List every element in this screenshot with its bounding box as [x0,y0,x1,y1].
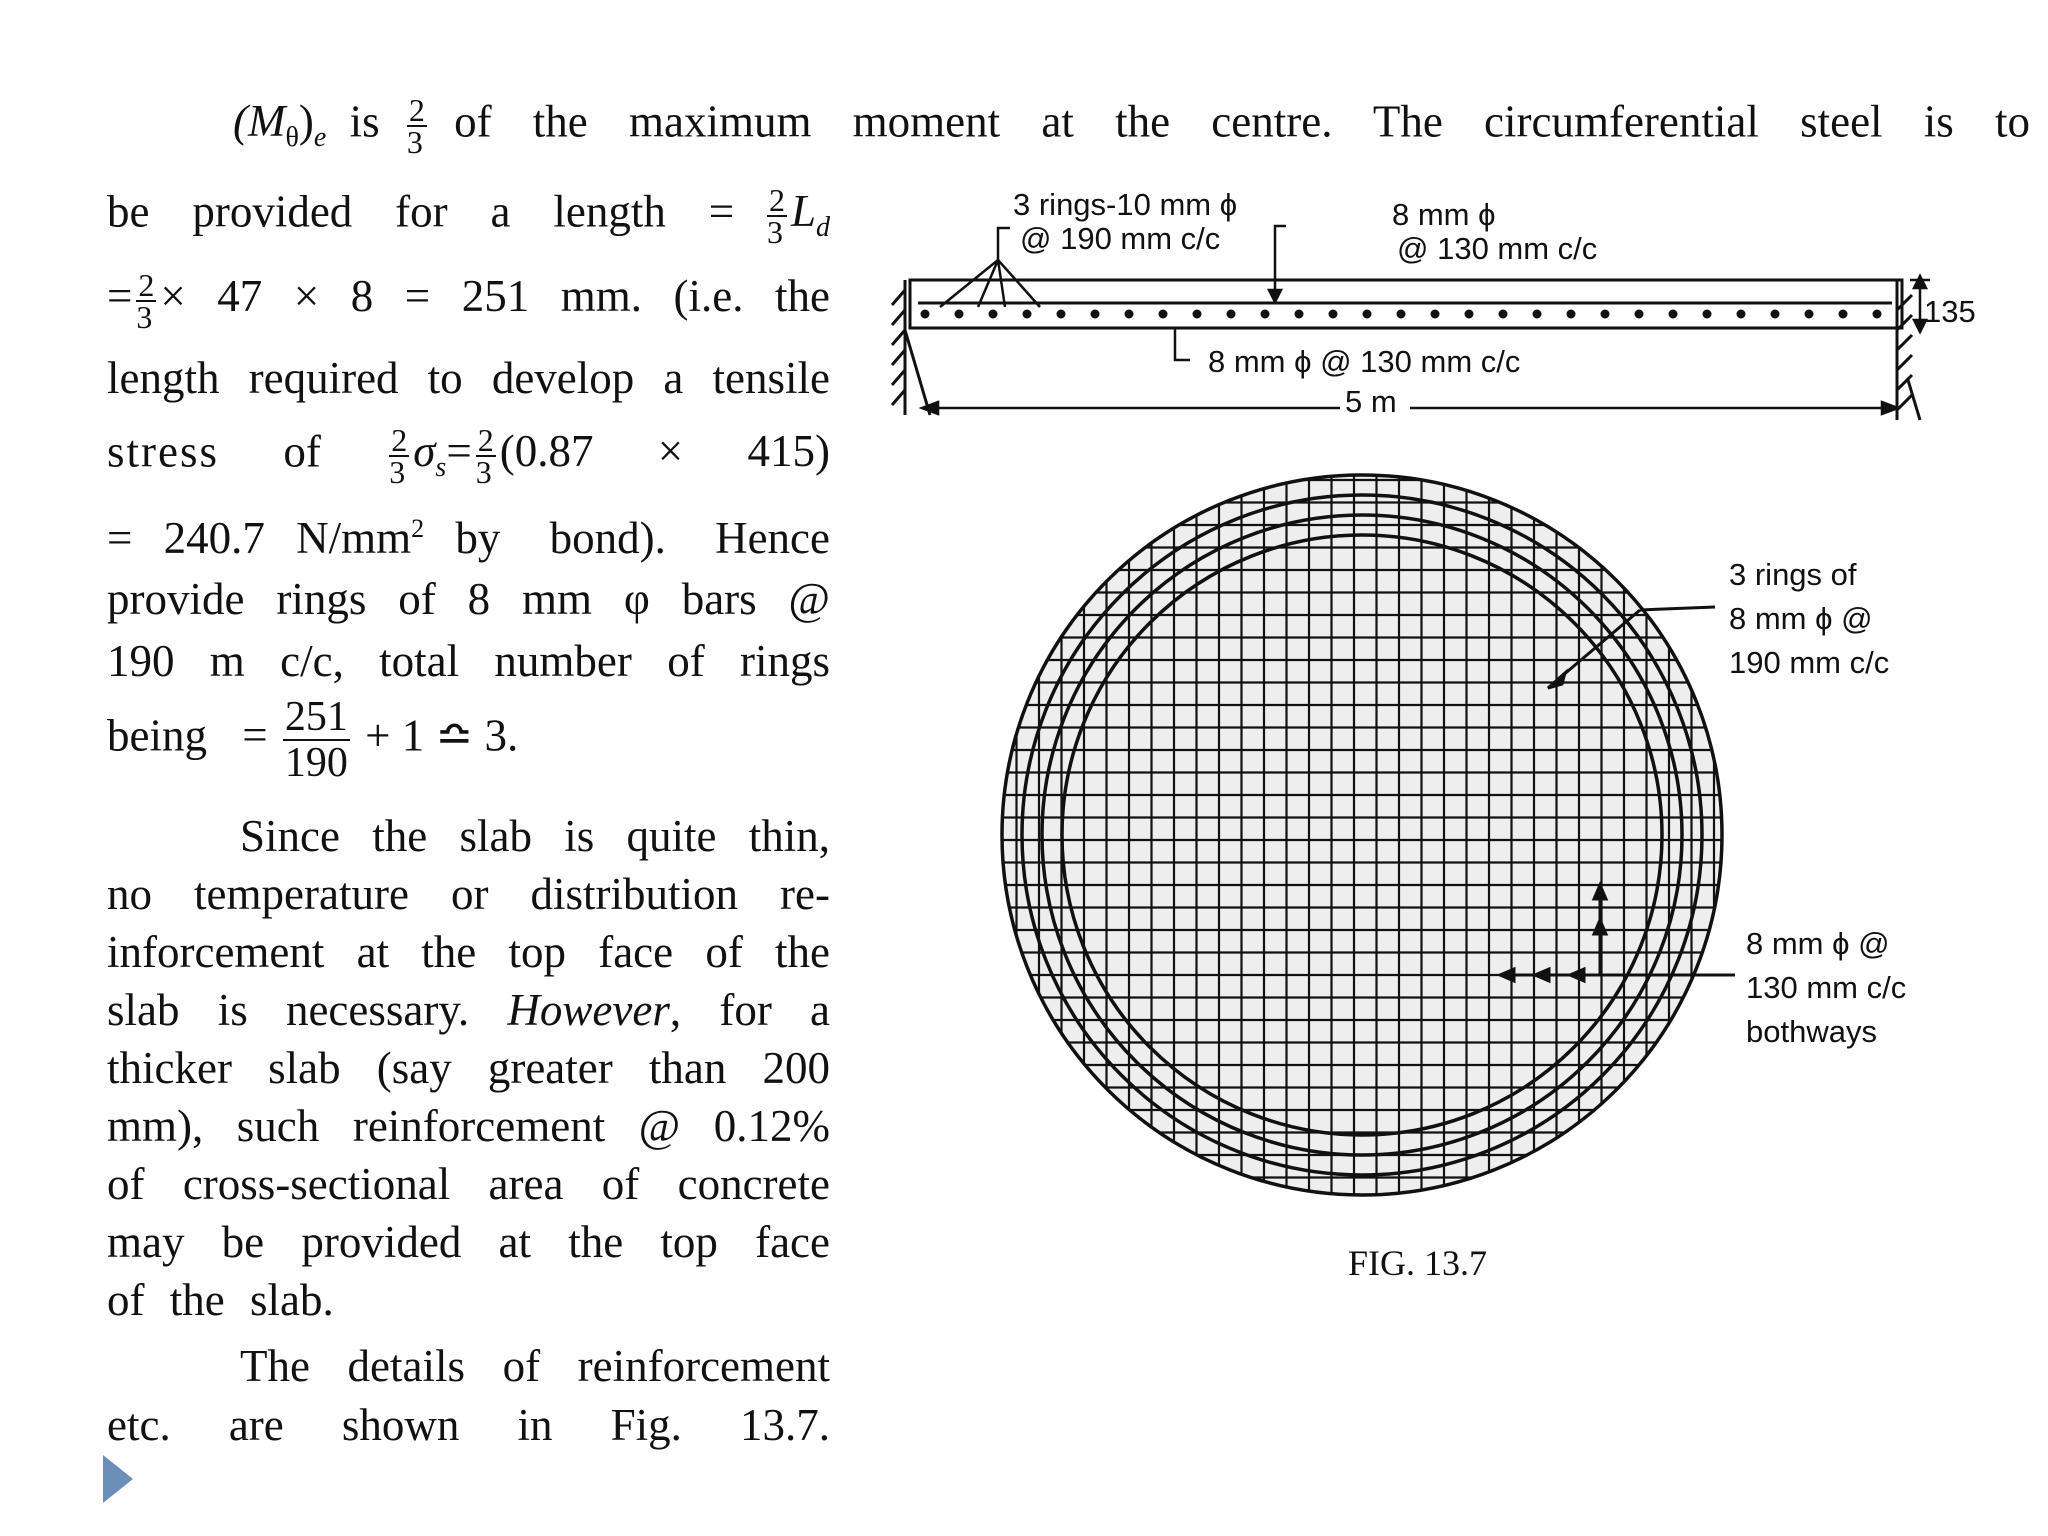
bar-dot [1329,310,1338,319]
para2-line-8: may be provided at the top face [107,1217,830,1267]
bar-dot [1499,310,1508,319]
para2-line-6: mm), such reinforcement @ 0.12% [107,1101,830,1151]
para2-line-9: of the slab. [107,1275,334,1325]
para3-line-1: The details of reinforcement [240,1341,830,1391]
bar-dot [1703,310,1712,319]
text-line-4: length required to develop a tensile [107,353,830,403]
top-bar-pointer [1269,226,1286,302]
bar-dot [1839,310,1848,319]
fraction: $\frac{2}{3}$ [766,182,785,250]
label-top-bar: 8 mm ϕ @ 130 mm c/c [1392,197,1598,267]
text-line-1: $(M_\theta)_e$ is $\frac{2}{3}$ of the maximum moment at the centre. The circumferential steel is to [233,92,2031,160]
bar-dot [1295,310,1304,319]
fraction: $\frac{2}{3}$ [475,422,494,490]
fraction: $\frac{2}{3}$ [389,422,408,490]
bar-dot [921,310,930,319]
fraction: $\frac{2}{3}$ [136,267,155,335]
bar-dot [1737,310,1746,319]
bar-dot [1125,310,1134,319]
text-line-2: be provided for a length = $\frac{2}{3}$ $L_d$ [107,182,831,250]
label-span: 5 m [1345,384,1397,419]
bar-dot [1397,310,1406,319]
label-rings-8mm: 3 rings of 8 mm ϕ @ 190 mm c/c [1729,557,1890,681]
para2-line-1: Since the slab is quite thin, [240,811,830,861]
bar-dot [1091,310,1100,319]
bar-dot [1227,310,1236,319]
bottom-bar-dots [921,310,1882,319]
figure-caption: FIG. 13.7 [1348,1243,1488,1283]
bar-dot [1567,310,1576,319]
bar-dot [1057,310,1066,319]
label-thickness: 135 [1924,294,1976,329]
span-dimension [922,402,1898,414]
para2-line-5: thicker slab (say greater than 200 [107,1043,830,1093]
fraction: $\frac{2}{3}$ [406,92,425,160]
label-rings-10mm: 3 rings-10 mm ϕ @ 190 mm c/c [1013,187,1238,257]
play-triangle-icon[interactable] [103,1455,133,1503]
bar-dot [1261,310,1270,319]
bar-dot [955,310,964,319]
bar-dot [1023,310,1032,319]
bar-dot [1193,310,1202,319]
bar-dot [989,310,998,319]
bar-dot [1601,310,1610,319]
text-line-8: 190 m c/c, total number of rings [107,636,830,686]
label-mesh: 8 mm ϕ @ 130 mm c/c bothways [1746,926,1907,1050]
para2-line-4: slab is necessary. However, for a [107,985,831,1035]
bottom-bar-pointer [1175,328,1190,360]
bar-dot [1771,310,1780,319]
right-support [1897,280,1920,420]
bar-dot [1159,310,1168,319]
text-line-9: being = $\frac{251}{190}$ + 1 ≏ 3. [107,694,519,786]
bar-dot [1669,310,1678,319]
bar-dot [1533,310,1542,319]
label-bottom-bar: 8 mm ϕ @ 130 mm c/c [1208,344,1521,379]
para2-line-3: inforcement at the top face of the [107,927,830,977]
bar-dot [1635,310,1644,319]
bar-dot [1805,310,1814,319]
bar-dot [1363,310,1372,319]
text-line-5: stress of $\frac{2}{3}$ $\sigma_s=$ $\frac{2}{3}$ (0.87 × 415) [107,422,831,490]
bar-dot [1873,310,1882,319]
bar-dot [1465,310,1474,319]
text-line-3: = $\frac{2}{3}$ × 47 × 8 = 251 mm. (i.e. the [107,267,830,335]
text-line-6: = 240.7 $N/mm^2$ by bond). Hence [107,513,831,563]
para2-line-2: no temperature or distribution re- [107,869,830,919]
bar-dot [1431,310,1440,319]
fraction: $\frac{251}{190}$ [284,694,348,786]
slab-plan-diagram [980,470,1740,1230]
text-line-7: provide rings of 8 mm φ bars @ [107,574,830,624]
para2-line-7: of cross-sectional area of concrete [107,1159,830,1209]
para3-line-2: etc. are shown in Fig. 13.7. [107,1400,830,1450]
